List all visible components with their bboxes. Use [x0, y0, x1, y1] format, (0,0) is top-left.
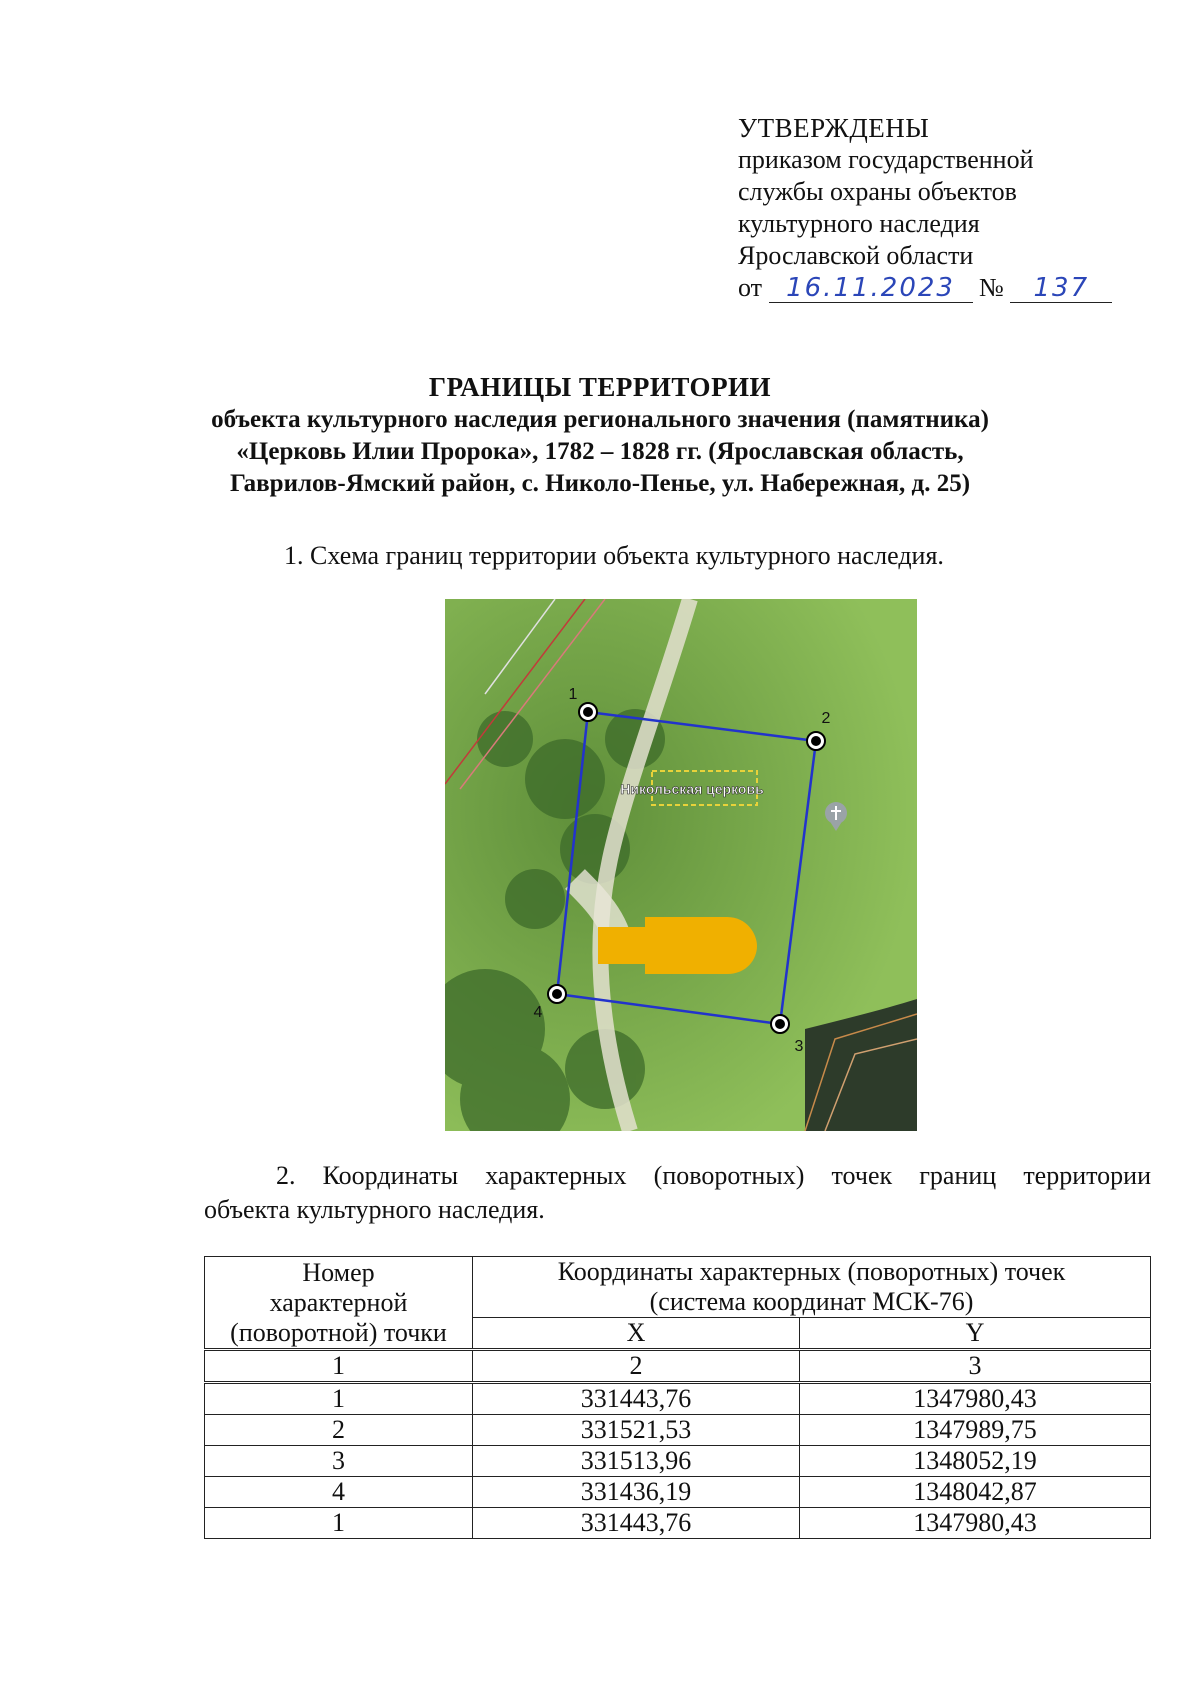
section-2-line: объекта культурного наследия. [204, 1195, 545, 1224]
table-row [205, 1383, 1151, 1415]
table-cell: 1348052,19 [800, 1446, 1151, 1477]
approval-line: приказом государственной [738, 145, 1034, 174]
table-cell: 1348042,87 [800, 1477, 1151, 1508]
point-label: 3 [794, 1038, 804, 1055]
coordinates-table [204, 1256, 1151, 1539]
point-label: 4 [533, 1004, 543, 1021]
document-subtitle-line: объекта культурного наследия регионального значения (памятника) [211, 406, 989, 433]
header-point-line: Номер [302, 1257, 375, 1287]
table-cell: 1 [205, 1383, 473, 1415]
approval-block [738, 112, 1112, 304]
table-cell: 3 [205, 1446, 473, 1477]
column-number-row [205, 1350, 1151, 1383]
table-cell: 2 [473, 1350, 800, 1383]
header-point-number [205, 1257, 473, 1350]
header-x: X [473, 1318, 800, 1350]
header-y: Y [800, 1318, 1151, 1350]
table-cell: 331436,19 [473, 1477, 800, 1508]
header-coords-line: Координаты характерных (поворотных) точек [557, 1257, 1066, 1286]
table-row [205, 1508, 1151, 1539]
section-2-line: 2. Координаты характерных (поворотных) точек границ территории [276, 1161, 1151, 1190]
table-cell: 1347989,75 [800, 1415, 1151, 1446]
table-cell: 1347980,43 [800, 1508, 1151, 1539]
approval-line: службы охраны объектов [738, 177, 1017, 206]
header-point-line: (поворотной) точки [230, 1317, 447, 1347]
point-label: 2 [821, 710, 831, 727]
point-label: 1 [568, 686, 578, 703]
table-cell: 331521,53 [473, 1415, 800, 1446]
header-coords-line: (система координат МСК-76) [649, 1287, 974, 1316]
approval-line: Ярославской области [738, 241, 974, 270]
boundary-map [445, 599, 917, 1131]
approval-line: культурного наследия [738, 209, 980, 238]
table-cell: 1347980,43 [800, 1383, 1151, 1415]
date-prefix: от [738, 273, 763, 302]
section-1-caption: 1. Схема границ территории объекта культурного наследия. [284, 541, 944, 570]
place-label: Никольская церковь [620, 781, 764, 797]
table-row [205, 1477, 1151, 1508]
table-cell: 331443,76 [473, 1383, 800, 1415]
section-2-caption [204, 1159, 1151, 1227]
approval-date-line [738, 272, 1112, 304]
table-header-row [205, 1257, 1151, 1318]
approval-title: УТВЕРЖДЕНЫ [738, 113, 930, 143]
document-subtitle-line: Гаврилов-Ямский район, с. Николо-Пенье, ул. Набережная, д. 25) [229, 470, 971, 497]
header-coordinates [473, 1257, 1151, 1318]
number-prefix: № [979, 273, 1004, 302]
table-cell: 3 [800, 1350, 1151, 1383]
table-row [205, 1446, 1151, 1477]
table-row [205, 1415, 1151, 1446]
document-heading [0, 370, 1200, 500]
table-cell: 4 [205, 1477, 473, 1508]
document-subtitle-line: «Церковь Илии Пророка», 1782 – 1828 гг. (Ярославская область, [236, 438, 964, 465]
handwritten-number: 137 [1010, 274, 1112, 303]
document-title: ГРАНИЦЫ ТЕРРИТОРИИ [428, 372, 772, 402]
table-cell: 331513,96 [473, 1446, 800, 1477]
header-point-line: характерной [269, 1287, 408, 1317]
handwritten-date: 16.11.2023 [769, 274, 973, 303]
table-cell: 1 [205, 1508, 473, 1539]
table-cell: 1 [205, 1350, 473, 1383]
table-cell: 2 [205, 1415, 473, 1446]
boundary-map-image [445, 599, 917, 1131]
table-cell: 331443,76 [473, 1508, 800, 1539]
